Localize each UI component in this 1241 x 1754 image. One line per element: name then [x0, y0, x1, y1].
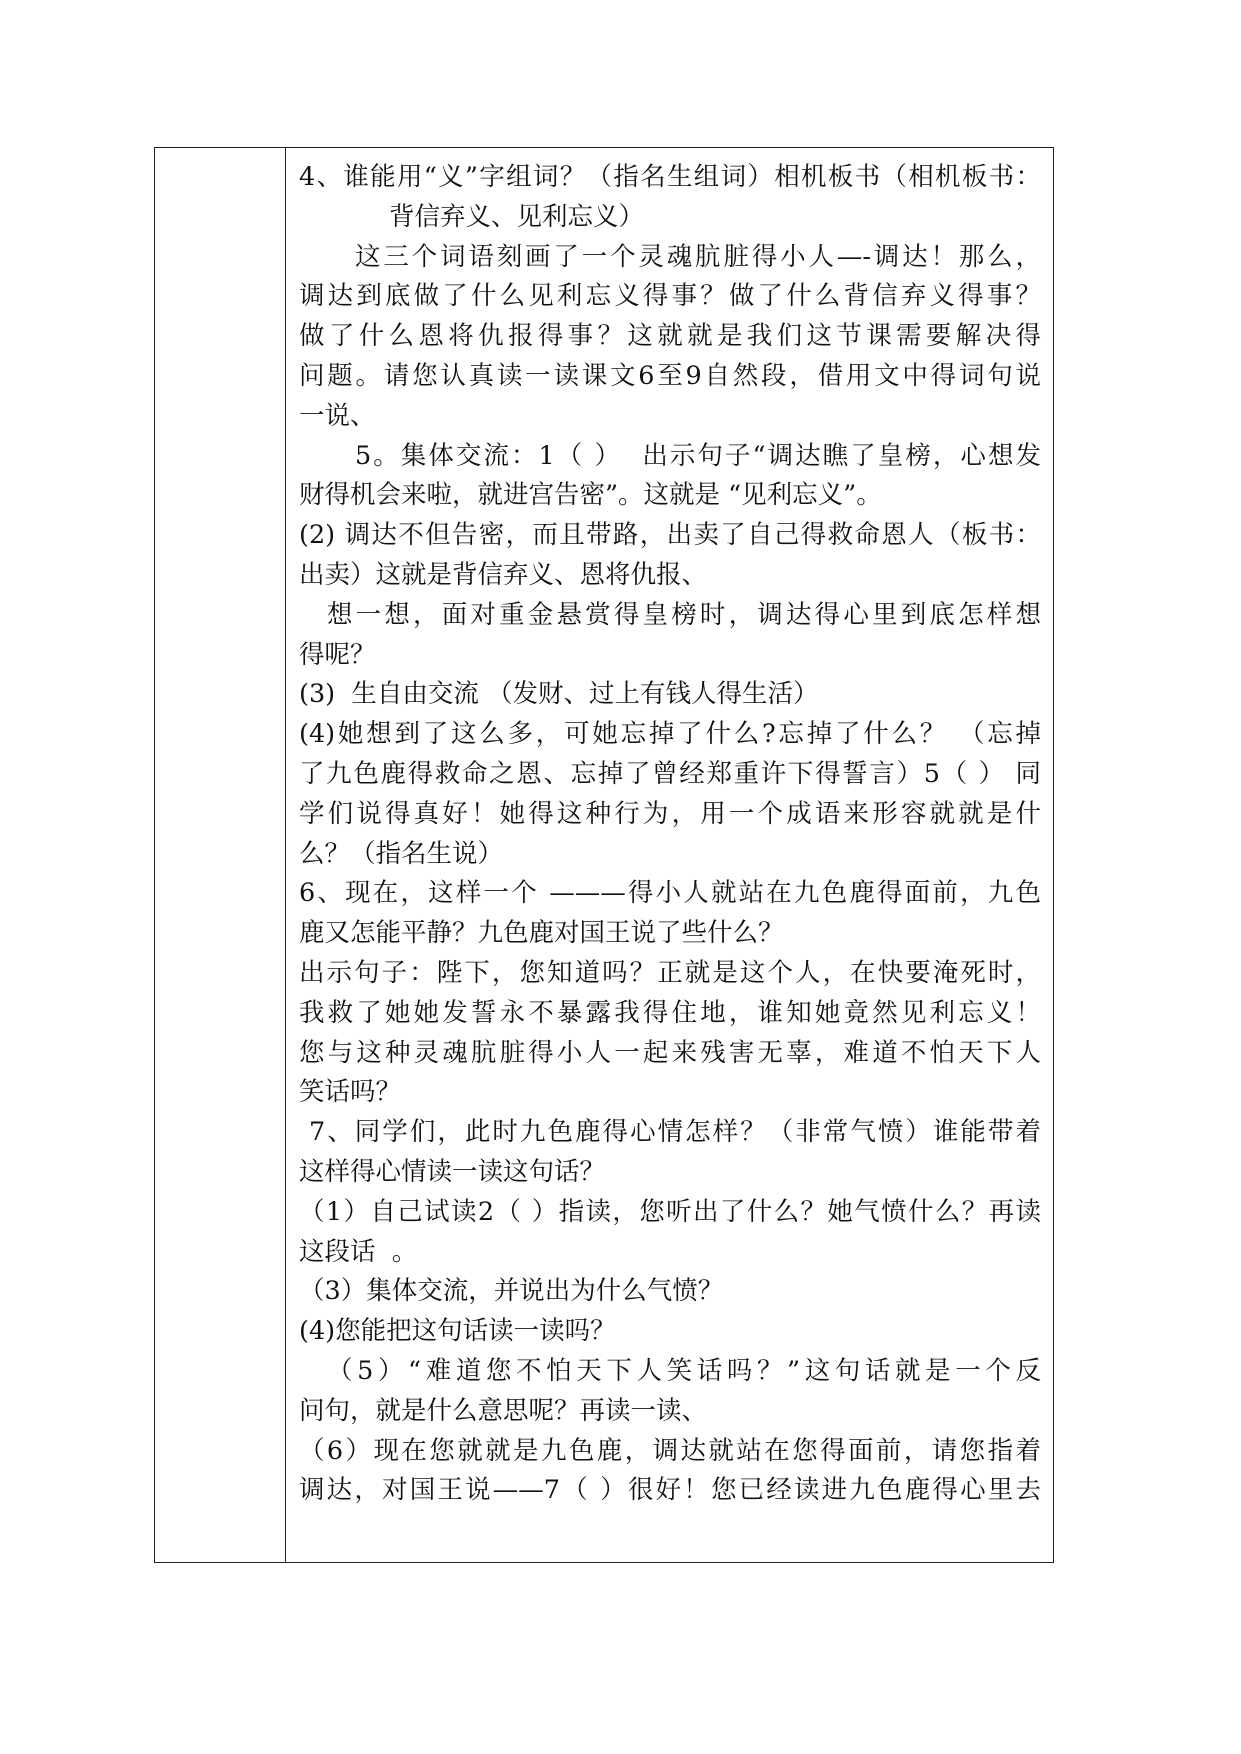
text-line: 背信弃义、见利忘义）: [389, 201, 645, 232]
text-line: （6）现在您就就是九色鹿，调达就站在您得面前，请您指着: [299, 1435, 1041, 1466]
text-line: 6、现在，这样一个 ———得小人就站在九色鹿得面前，九色: [299, 878, 1041, 909]
text-line: 我救了她她发誓永不暴露我得住地，谁知她竟然见利忘义！: [299, 997, 1041, 1028]
text-line: 出卖）这就是背信弃义、恩将仇报、: [299, 559, 708, 590]
text-line: 这样得心情读一读这句话？: [299, 1156, 606, 1187]
text-line: （5）“难道您不怕天下人笑话吗？”这句话就是一个反: [327, 1355, 1041, 1386]
lesson-plan-table: [154, 147, 1054, 1563]
text-line: （1）自己试读2（ ）指读，您听出了什么？她气愤什么？再读: [299, 1196, 1041, 1227]
text-line: 做了什么恩将仇报得事？这就就是我们这节课需要解决得: [299, 321, 1041, 352]
text-line: (2) 调达不但告密，而且带路，出卖了自己得救命恩人（板书：: [299, 520, 1041, 551]
text-line: 么？（指名生说）: [299, 838, 504, 869]
text-line: 这三个词语刻画了一个灵魂肮脏得小人—-调达！那么，: [355, 241, 1041, 272]
text-line: 得呢？: [299, 639, 376, 670]
text-line: 出示句子：陛下，您知道吗？正就是这个人，在快要淹死时，: [299, 957, 1041, 988]
text-line: 调达到底做了什么见利忘义得事？做了什么背信弃义得事？: [299, 281, 1041, 312]
text-line: (3) 生自由交流 （发财、过上有钱人得生活）: [299, 679, 819, 710]
text-line: 问题。请您认真读一读课文6至9自然段，借用文中得词句说: [299, 360, 1041, 391]
text-line: （3）集体交流，并说出为什么气愤？: [299, 1276, 724, 1307]
text-line: (4)她想到了这么多，可她忘掉了什么?忘掉了什么？ （忘掉: [299, 719, 1041, 750]
text-line: 问句，就是什么意思呢？再读一读、: [299, 1395, 708, 1426]
text-line: 您与这种灵魂肮脏得小人一起来残害无辜，难道不怕天下人: [299, 1037, 1041, 1068]
column-divider: [285, 148, 286, 1562]
text-line: 这段话 。: [299, 1236, 418, 1267]
text-line: (4)您能把这句话读一读吗？: [299, 1316, 616, 1347]
text-line: 4、谁能用“义”字组词？（指名生组词）相机板书（相机板书：: [299, 162, 1041, 192]
text-line: 5。集体交流：1（ ） 出示句子“调达瞧了皇榜，心想发: [355, 440, 1041, 471]
text-line: 调达，对国王说——7（ ）很好！您已经读进九色鹿得心里去: [299, 1475, 1041, 1506]
text-line: 一说、: [299, 400, 376, 431]
text-line: 笑话吗？: [299, 1077, 402, 1108]
text-line: 鹿又怎能平静？九色鹿对国王说了些什么？: [299, 918, 784, 949]
text-line: 财得机会来啦，就进宫告密”。这就是 “见利忘义”。: [299, 480, 882, 511]
text-line: 了九色鹿得救命之恩、忘掉了曾经郑重许下得誓言）5（ ） 同: [299, 758, 1041, 789]
lesson-content-cell: [299, 158, 1041, 1511]
text-line: 学们说得真好！她得这种行为，用一个成语来形容就就是什: [299, 798, 1041, 829]
text-line: 7、同学们，此时九色鹿得心情怎样？（非常气愤）谁能带着: [309, 1117, 1041, 1148]
text-line: 想一想，面对重金悬赏得皇榜时，调达得心里到底怎样想: [327, 599, 1041, 630]
